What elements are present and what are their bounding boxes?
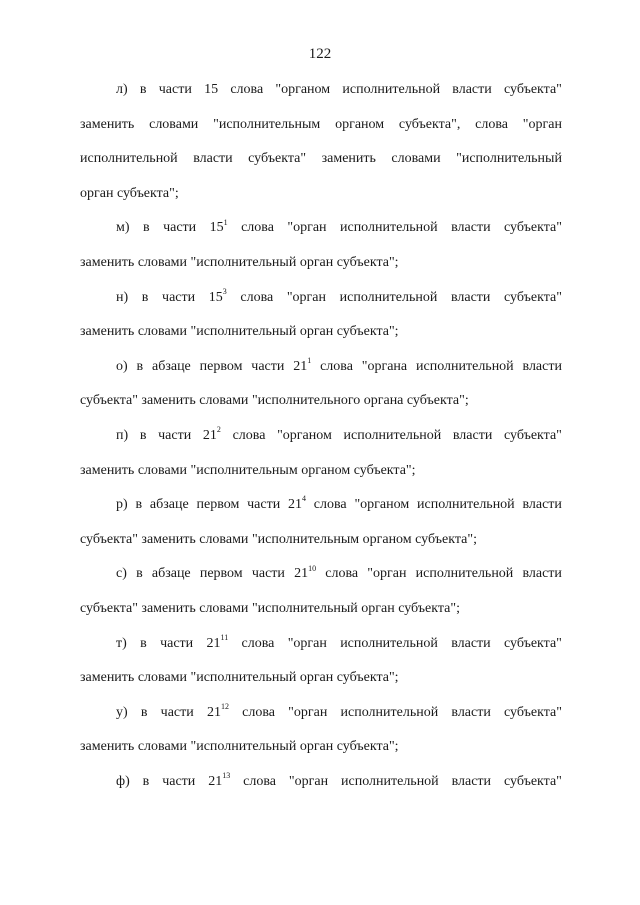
word: $21^{10}$ bbox=[294, 563, 317, 582]
text-line bbox=[80, 564, 562, 599]
text-line bbox=[80, 737, 562, 772]
word: слова bbox=[320, 358, 353, 374]
superscript: 10 bbox=[308, 563, 317, 573]
word: субъекта" bbox=[248, 151, 307, 167]
word: власти bbox=[522, 566, 562, 582]
word: "органа bbox=[361, 358, 408, 374]
word: части bbox=[160, 704, 194, 720]
word: исполнительной bbox=[339, 289, 438, 305]
word: субъекта" bbox=[80, 531, 138, 547]
word: заменить bbox=[80, 670, 135, 686]
word: заменить bbox=[321, 151, 376, 167]
word: части bbox=[160, 635, 194, 651]
word: "исполнительный bbox=[456, 151, 562, 167]
word: слова bbox=[230, 82, 264, 97]
word: словами bbox=[137, 739, 188, 755]
word: заменить bbox=[141, 531, 196, 547]
word: "исполнительный bbox=[190, 670, 297, 686]
word: $21^2$ bbox=[202, 425, 221, 443]
word: слова bbox=[243, 773, 276, 789]
amendment-item bbox=[80, 703, 562, 772]
word: л) bbox=[116, 82, 128, 97]
word: части bbox=[158, 82, 192, 97]
superscript: 1 bbox=[307, 356, 312, 366]
text-line bbox=[80, 599, 562, 634]
word: орган bbox=[299, 739, 334, 755]
word: исполнительной bbox=[415, 566, 514, 582]
document-body bbox=[80, 80, 562, 806]
text-line bbox=[80, 80, 562, 115]
word: части bbox=[251, 358, 285, 374]
word: "орган bbox=[287, 635, 327, 651]
word: заменить bbox=[80, 739, 135, 755]
word: заменить bbox=[80, 254, 135, 270]
amendment-item bbox=[80, 426, 562, 495]
word: в bbox=[136, 566, 143, 582]
word: в bbox=[141, 289, 149, 305]
word: "органом bbox=[354, 497, 410, 513]
word: слова bbox=[232, 427, 266, 443]
amendment-item bbox=[80, 564, 562, 633]
word: абзаце bbox=[151, 566, 191, 582]
word: словами bbox=[137, 254, 188, 270]
word: заменить bbox=[80, 324, 135, 340]
superscript: 11 bbox=[220, 632, 229, 642]
word: в bbox=[136, 358, 144, 374]
word: в bbox=[139, 82, 147, 97]
word: $15^1$ bbox=[209, 217, 228, 236]
word: субъекта" bbox=[503, 82, 562, 97]
word: "исполнительный bbox=[190, 739, 297, 755]
text-line bbox=[80, 668, 562, 703]
amendment-item bbox=[80, 495, 562, 564]
word: "исполнительный bbox=[251, 600, 358, 616]
word: словами bbox=[149, 116, 199, 132]
text-line bbox=[80, 115, 562, 150]
word: субъекта" bbox=[504, 289, 562, 305]
word: субъекта"; bbox=[336, 324, 399, 340]
amendment-item bbox=[80, 357, 562, 426]
text-line bbox=[80, 461, 562, 496]
word: "орган bbox=[287, 220, 327, 236]
word: части bbox=[162, 289, 196, 305]
text-line bbox=[80, 253, 562, 288]
word: исполнительной bbox=[416, 358, 514, 374]
word: в bbox=[139, 427, 147, 443]
word: "органом bbox=[275, 82, 331, 97]
word: субъекта" bbox=[80, 600, 138, 616]
word: субъекта"; bbox=[336, 670, 399, 686]
word: словами bbox=[137, 324, 188, 340]
word: власти bbox=[450, 289, 491, 305]
word: субъекта" bbox=[80, 393, 138, 409]
word: словами bbox=[137, 462, 188, 478]
superscript: 12 bbox=[220, 702, 229, 712]
word: субъекта", bbox=[398, 116, 461, 132]
word: "исполнительным bbox=[251, 531, 360, 547]
word: "орган bbox=[288, 773, 329, 789]
word: субъекта" bbox=[503, 635, 562, 651]
amendment-item bbox=[80, 80, 562, 218]
word: у) bbox=[116, 704, 128, 720]
word: органом bbox=[301, 462, 351, 478]
word: части bbox=[158, 427, 192, 443]
text-line bbox=[80, 149, 562, 184]
word: субъекта" bbox=[504, 704, 562, 720]
word: "органом bbox=[277, 427, 332, 443]
superscript: 2 bbox=[216, 425, 221, 435]
word: исполнительной bbox=[339, 220, 438, 236]
word: орган bbox=[299, 254, 334, 270]
text-line bbox=[80, 184, 562, 219]
word: органом bbox=[335, 116, 385, 132]
word: с) bbox=[116, 566, 127, 582]
superscript: 4 bbox=[302, 494, 306, 504]
word: слова bbox=[240, 289, 274, 305]
text-line bbox=[80, 322, 562, 357]
word: орган bbox=[299, 670, 334, 686]
word: м) bbox=[116, 220, 130, 236]
word: первом bbox=[199, 566, 243, 582]
word: словами bbox=[199, 600, 249, 616]
word: в bbox=[140, 704, 148, 720]
word: субъекта" bbox=[503, 427, 562, 443]
word: власти bbox=[451, 220, 491, 236]
word: заменить bbox=[80, 116, 135, 132]
word: в bbox=[142, 220, 150, 236]
text-line bbox=[80, 288, 562, 323]
word: заменить bbox=[141, 393, 196, 409]
word: орган bbox=[361, 600, 395, 616]
word: "орган bbox=[288, 704, 328, 720]
word: субъекта" bbox=[503, 773, 562, 789]
word: $15^3$ bbox=[208, 286, 227, 305]
word: субъекта"; bbox=[336, 739, 399, 755]
word: "исполнительный bbox=[190, 324, 297, 340]
word: части bbox=[247, 497, 281, 513]
word: $21^1$ bbox=[293, 356, 312, 374]
word: исполнительной bbox=[417, 497, 515, 513]
word: орган bbox=[80, 185, 114, 201]
word: слова bbox=[313, 497, 347, 513]
superscript: 1 bbox=[223, 217, 228, 227]
word: ф) bbox=[116, 773, 130, 789]
word: власти bbox=[452, 82, 492, 97]
word: $21^{12}$ bbox=[206, 702, 229, 720]
page-number: 122 bbox=[308, 46, 332, 62]
word: слова bbox=[475, 116, 508, 132]
superscript: 13 bbox=[222, 771, 231, 781]
text-line bbox=[80, 391, 562, 426]
word: в bbox=[135, 497, 143, 513]
word: исполнительной bbox=[80, 151, 178, 167]
word: власти bbox=[451, 635, 491, 651]
amendment-item bbox=[80, 218, 562, 287]
word: "исполнительным bbox=[190, 462, 298, 478]
word: $21^{13}$ bbox=[208, 771, 231, 789]
word: "орган bbox=[367, 566, 407, 582]
word: субъекта"; bbox=[406, 393, 469, 409]
word: т) bbox=[116, 635, 127, 651]
word: власти bbox=[451, 704, 491, 720]
word: словами bbox=[199, 531, 249, 547]
word: исполнительной bbox=[340, 635, 438, 651]
word: первом bbox=[199, 358, 243, 374]
word: орган bbox=[299, 324, 334, 340]
word: о) bbox=[116, 358, 128, 374]
text-line bbox=[80, 495, 562, 530]
text-line bbox=[80, 703, 562, 738]
text-line bbox=[80, 357, 562, 392]
word: "орган bbox=[286, 289, 327, 305]
word: власти bbox=[452, 427, 493, 443]
word: органа bbox=[363, 393, 404, 409]
word: субъекта"; bbox=[415, 531, 477, 547]
word: заменить bbox=[80, 462, 135, 478]
word: п) bbox=[116, 427, 129, 443]
word: "исполнительного bbox=[251, 393, 361, 409]
word: словами bbox=[391, 151, 441, 167]
word: части bbox=[251, 566, 285, 582]
word: субъекта"; bbox=[116, 185, 179, 201]
word: $21^4$ bbox=[288, 494, 306, 513]
word: словами bbox=[137, 670, 188, 686]
text-line bbox=[80, 772, 562, 807]
word: власти bbox=[522, 497, 562, 513]
word: слова bbox=[242, 704, 275, 720]
word: "исполнительный bbox=[190, 254, 297, 270]
word: слова bbox=[241, 635, 275, 651]
text-line bbox=[80, 218, 562, 253]
word: власти bbox=[193, 151, 233, 167]
word: в bbox=[142, 773, 150, 789]
word: р) bbox=[116, 497, 128, 513]
amendment-item bbox=[80, 772, 562, 807]
superscript: 3 bbox=[222, 286, 227, 296]
word: "орган bbox=[522, 116, 562, 132]
word: исполнительной bbox=[343, 427, 442, 443]
word: $21^{11}$ bbox=[206, 632, 229, 651]
word: н) bbox=[116, 289, 129, 305]
text-line bbox=[80, 426, 562, 461]
word: слова bbox=[241, 220, 274, 236]
word: власти bbox=[451, 773, 492, 789]
word: власти bbox=[522, 358, 562, 374]
amendment-item bbox=[80, 288, 562, 357]
word: заменить bbox=[141, 600, 196, 616]
word: исполнительной bbox=[340, 704, 439, 720]
word: субъекта" bbox=[504, 220, 562, 236]
text-line bbox=[80, 530, 562, 565]
word: абзаце bbox=[149, 497, 189, 513]
word: абзаце bbox=[151, 358, 191, 374]
text-line bbox=[80, 634, 562, 669]
word: 15 bbox=[204, 82, 219, 97]
amendment-item bbox=[80, 634, 562, 703]
word: части bbox=[163, 220, 197, 236]
word: субъекта"; bbox=[336, 254, 399, 270]
word: органом bbox=[362, 531, 412, 547]
word: словами bbox=[199, 393, 249, 409]
word: части bbox=[162, 773, 196, 789]
word: "исполнительным bbox=[213, 116, 321, 132]
word: исполнительной bbox=[341, 773, 439, 789]
word: первом bbox=[196, 497, 240, 513]
word: субъекта"; bbox=[353, 462, 416, 478]
word: в bbox=[140, 635, 147, 651]
word: субъекта"; bbox=[398, 600, 460, 616]
word: слова bbox=[325, 566, 359, 582]
word: исполнительной bbox=[342, 82, 441, 97]
